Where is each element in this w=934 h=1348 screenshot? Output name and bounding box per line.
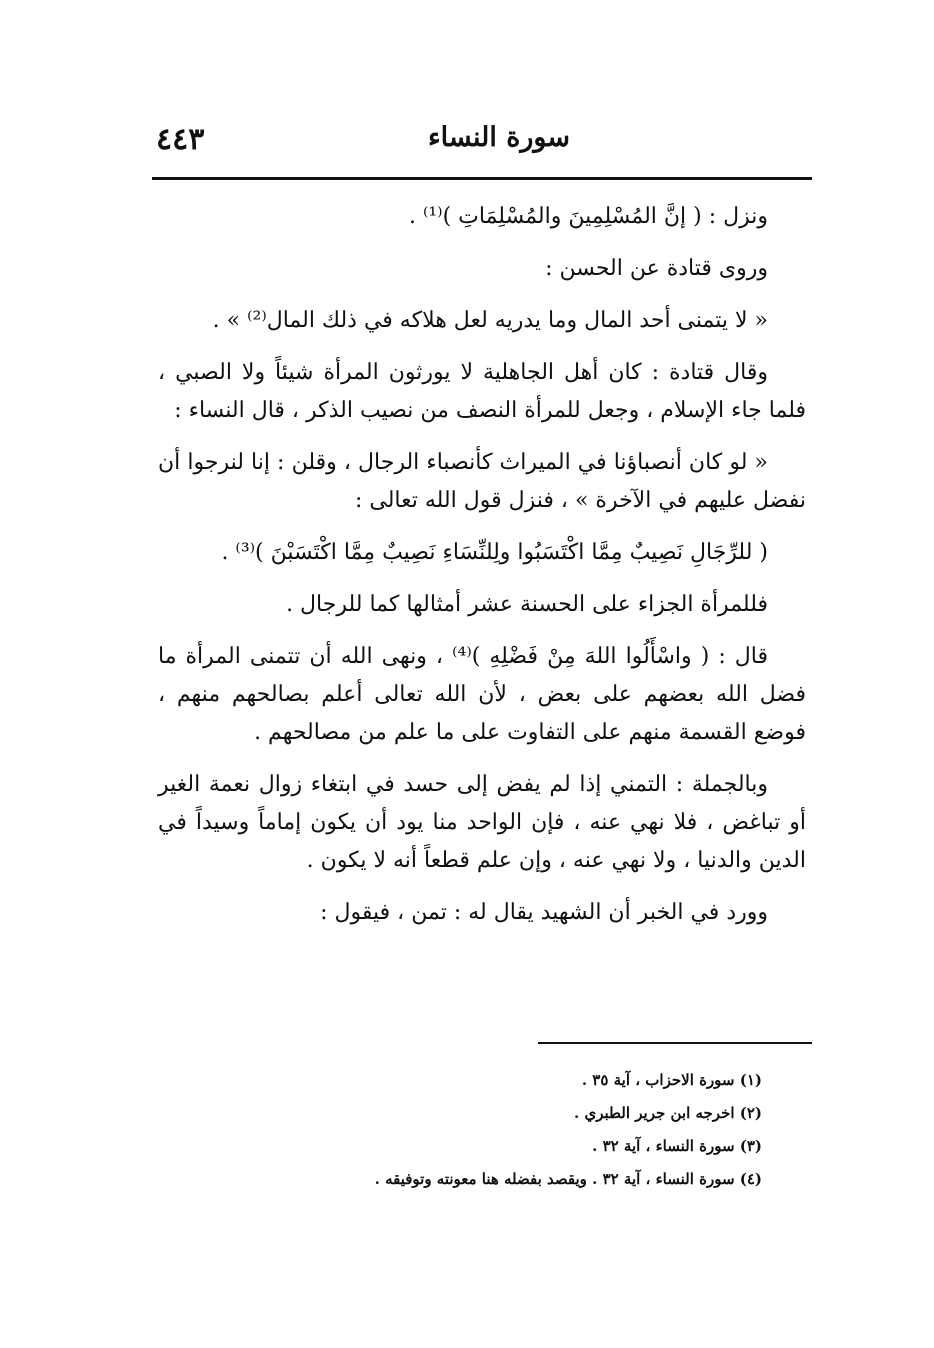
verse-quote: ( للرِّجَالِ نَصِيبٌ مِمَّا اكْتَسَبُوا ولِلنِّسَاءِ نَصِيبٌ مِمَّا اكْتَسَبْنَ )⁽³⁾ . [221,540,768,565]
quote-women: « لو كان أنصباؤنا في الميراث كأنصباء الرجال ، وقلن : إنا لنرجوا أن نفضل عليهم في الآخرة » ، فنزل قول الله تعالى : [158,450,806,513]
paragraph-martyr: وورد في الخبر أن الشهيد يقال له : تمن ، فيقول : [320,900,768,925]
paragraph-ask-allah: قال : ( واسْأَلُوا اللهَ مِنْ فَضْلِهِ )⁽⁴⁾ ، ونهى الله أن تتمنى المرأة ما فضل الله بعضهم على بعض ، لأن الله تعالى أعلم بصالحهم منهم ، فوضع القسمة منهم على التفاوت على ما علم من مصالحهم . [158,644,806,745]
footnote-3: (٣) سورة النساء ، آية ٣٢ . [592,1137,762,1155]
footnote-2: (٢) اخرجه ابن جرير الطبري . [574,1104,762,1122]
page-number: ٤٤٣ [156,122,205,157]
quote-hasan: « لا يتمنى أحد المال وما يدريه لعل هلاكه في ذلك المال⁽²⁾ » . [212,308,768,333]
footnote-1: (١) سورة الاحزاب ، آية ٣٥ . [581,1071,762,1089]
paragraph-qatada: وقال قتادة : كان أهل الجاهلية لا يورثون المرأة شيئاً ولا الصبي ، فلما جاء الإسلام ، وجعل للمرأة النصف من نصيب الذكر ، قال النساء : [158,360,806,423]
footnote-4: (٤) سورة النساء ، آية ٣٢ . ويقصد بفضله هنا معونته وتوفيقه . [374,1170,762,1188]
paragraph-reward: فللمرأة الجزاء على الحسنة عشر أمثالها كما للرجال . [286,592,768,617]
footnote-divider [538,1042,812,1044]
paragraph-1: ونزل : ( إنَّ المُسْلِمِينَ والمُسْلِمَاتِ )⁽¹⁾ . [408,204,768,229]
header-divider [152,177,812,180]
main-text [158,198,806,946]
page-header [150,118,810,162]
footnotes [202,1064,762,1196]
running-title: سورة النساء [427,122,570,153]
paragraph-summary: وبالجملة : التمني إذا لم يفض إلى حسد في ابتغاء زوال نعمة الغير أو تباغض ، فلا نهي عنه ، فإن الواحد منا يود أن يكون إماماً وسيداً في الدين والدنيا ، ولا نهي عنه ، وإن علم قطعاً أنه لا يكون . [158,772,806,873]
paragraph-2: وروى قتادة عن الحسن : [545,256,768,281]
